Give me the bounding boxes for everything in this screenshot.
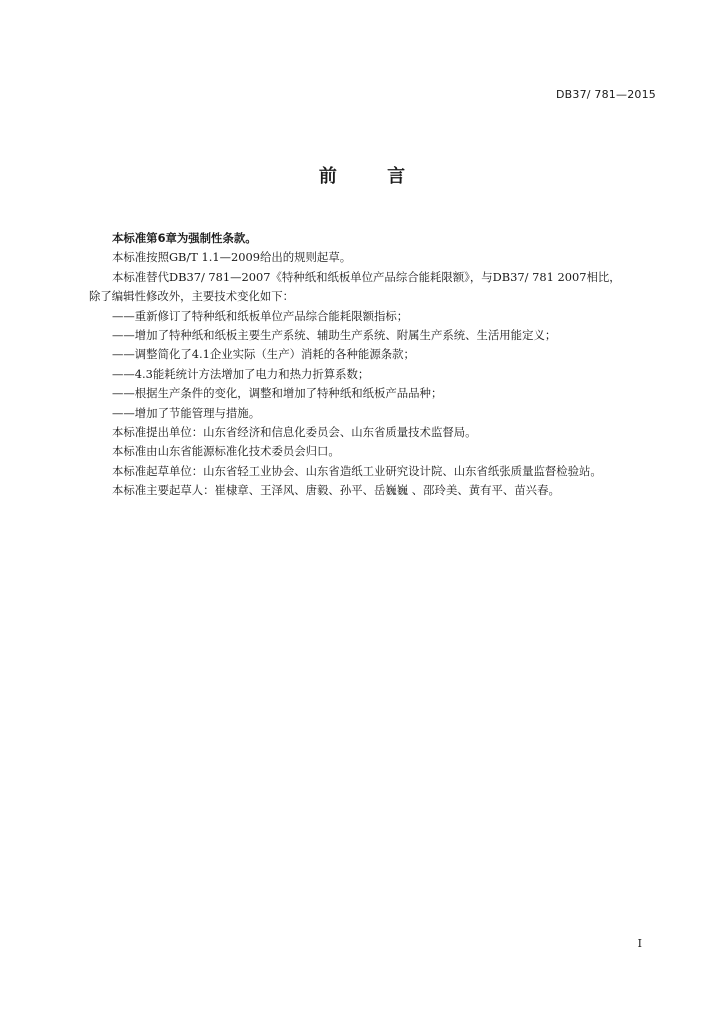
mandatory-clause-statement: 本标准第6章为强制性条款。 <box>112 231 257 245</box>
page-number: I <box>637 937 642 950</box>
drafting-rule-statement: 本标准按照GB/T 1.1—2009给出的规则起草。 <box>112 250 352 265</box>
change-item: ——增加了节能管理与措施。 <box>112 405 261 420</box>
change-item: ——根据生产条件的变化，调整和增加了特种纸和纸板产品品种； <box>112 386 443 401</box>
replacement-statement: 本标准替代DB37/ 781—2007《特种纸和纸板单位产品综合能耗限额》，与DB37/ 781 2007相比， <box>112 269 621 284</box>
centralized-unit: 本标准由山东省能源标准化技术委员会归口。 <box>112 444 340 459</box>
change-item: ——4.3能耗统计方法增加了电力和热力折算系数； <box>112 366 370 381</box>
drafting-units: 本标准起草单位：山东省轻工业协会、山东省造纸工业研究设计院、山东省纸张质量监督检验站。 <box>112 463 602 478</box>
replacement-statement-continued: 除了编辑性修改外，主要技术变化如下： <box>89 289 295 304</box>
change-item: ——调整简化了4.1企业实际（生产）消耗的各种能源条款； <box>112 347 415 362</box>
main-drafters: 本标准主要起草人：崔棣章、王泽风、唐毅、孙平、岳巍巍 、邵玲美、黄有平、苗兴春。 <box>112 483 560 498</box>
change-item: ——增加了特种纸和纸板主要生产系统、辅助生产系统、附属生产系统、生活用能定义； <box>112 328 557 343</box>
proposing-unit: 本标准提出单位：山东省经济和信息化委员会、山东省质量技术监督局。 <box>112 425 477 440</box>
page-title: 前 言 <box>318 166 428 187</box>
foreword-body <box>89 229 659 501</box>
change-item: ——重新修订了特种纸和纸板单位产品综合能耗限额指标； <box>112 308 409 323</box>
standard-code: DB37/ 781—2015 <box>555 88 656 101</box>
